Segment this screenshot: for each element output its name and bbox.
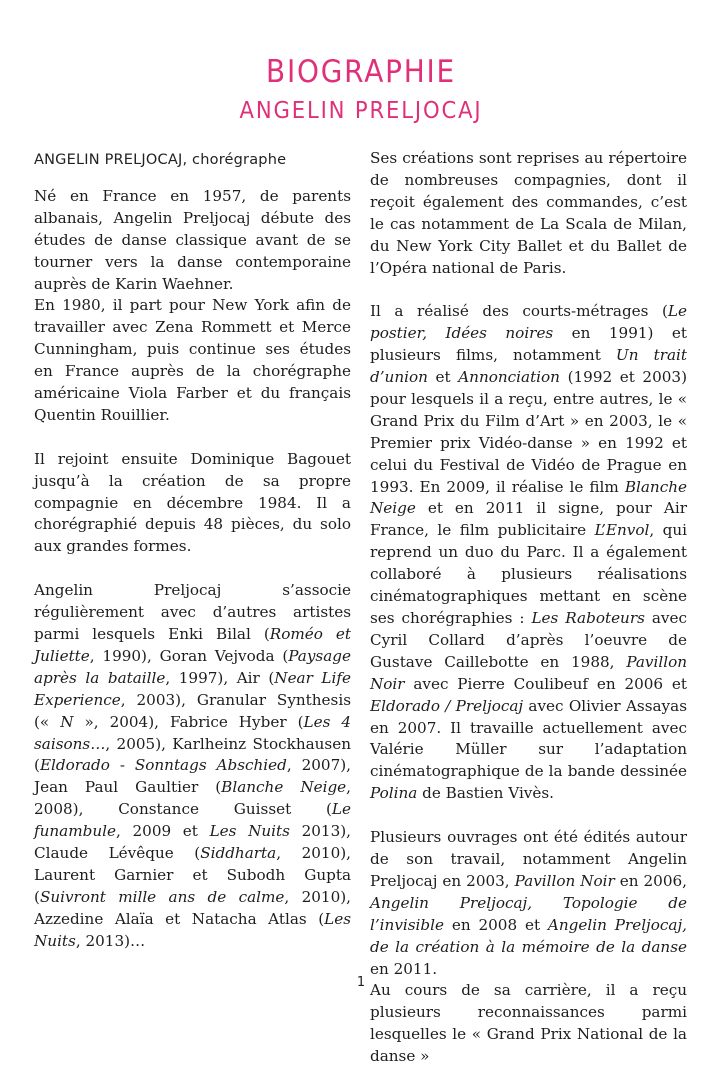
italic-title: Les Raboteurs (531, 609, 645, 628)
italic-title: Eldorado - Sonntags Abschied (39, 756, 287, 775)
text-run: , 2010), Azzedine Alaïa et Natacha Atlas ( (34, 887, 351, 928)
text-run: avec Olivier Assayas en 2007. Il travaille actuellement avec Valérie Müller sur l’adaptation cinématographique de la bande dessinée (370, 696, 687, 781)
page-number: 1 (356, 975, 366, 990)
text-run: en 1991) et plusieurs films, notamment (370, 324, 688, 365)
text-run: Il a réalisé des courts-métrages ( (370, 302, 668, 321)
text-run: (1992 et 2003) pour lesquels il a reçu, entre autres, le « Grand Prix du Film d’Art » en 2003, le « Premier prix Vidéo-danse » en 1992 et celui du Festival de Vidéo de Prague en 1993. En 2009, il réalise le film (370, 368, 688, 496)
italic-title: Siddharta (200, 844, 277, 863)
italic-title: Un trait d’union (370, 346, 687, 387)
paragraph-gap (370, 805, 687, 827)
text-run: , 2009 et (116, 822, 210, 841)
italic-title: Paysage après la bataille (34, 646, 351, 687)
italic-title: Les 4 saisons… (34, 712, 352, 753)
paragraph-gap (370, 279, 687, 301)
paragraph-books (370, 827, 687, 980)
paragraph-gap (34, 427, 351, 449)
italic-title: Near Life Experience (34, 668, 351, 709)
page-header (0, 52, 722, 126)
text-run: , 1990), Goran Vejvoda ( (89, 646, 289, 665)
paragraph-company: Il rejoint ensuite Dominique Bagouet jusqu’à la création de sa propre compagnie en décembre 1984. Il a chorégraphié depuis 48 pièces, du solo aux grandes formes. (34, 449, 351, 556)
italic-title: Les Nuits (34, 909, 351, 950)
italic-title: Pavillon Noir (514, 871, 615, 890)
italic-title: L’Envol (594, 521, 650, 540)
italic-title: Angelin Preljocaj, de la création à la mémoire de la danse (370, 915, 688, 956)
italic-title: Blanche Neige (221, 778, 347, 797)
text-run: Plusieurs ouvrages ont été édités autour de son travail, notamment Angelin Preljocaj en 2003, (370, 828, 687, 890)
text-run: en 2008 et (443, 915, 548, 934)
paragraph-gap (34, 558, 351, 580)
italic-title: N (60, 712, 74, 731)
text-run: en 2011. (370, 959, 438, 978)
italic-title: Pavillon Noir (370, 652, 687, 693)
text-run: , 2007), Jean Paul Gaultier ( (34, 756, 352, 797)
text-run: , 2003), Granular Synthesis (« (34, 690, 351, 731)
text-run: , 2010), Laurent Garnier et Subodh Gupta ( (34, 844, 351, 906)
italic-title: Le postier, Idées noires (370, 302, 687, 343)
text-run: avec Cyril Collard d’après l’oeuvre de Gustave Caillebotte en 1988, (370, 609, 687, 671)
paragraph-films (370, 301, 687, 805)
text-run: , 2005), Karlheinz Stockhausen ( (34, 734, 351, 775)
text-run: », 2004), Fabrice Hyber ( (73, 712, 304, 731)
page-title: BIOGRAPHIE (266, 54, 456, 90)
text-run: , 2013)… (75, 931, 146, 950)
italic-title: Annonciation (458, 368, 560, 387)
italic-title: Blanche Neige (370, 477, 687, 518)
paragraph-repertoire: Ses créations sont reprises au répertoire de nombreuses compagnies, dont il reçoit également des commandes, c’est le cas notamment de La Scala de Milan, du New York City Ballet et du Ballet de l’Opéra national de Paris. (370, 149, 687, 277)
text-run: avec Pierre Coulibeuf en 2006 et (404, 674, 687, 693)
italic-title: Angelin Preljocaj, Topologie de l’invisible (370, 893, 687, 934)
paragraph-new-york: En 1980, il part pour New York afin de travailler avec Zena Rommett et Merce Cunningham, puis continue ses études en France auprès de la chorégraphe américaine Viola Farber et du français Quentin Rouillier. (34, 296, 351, 424)
italic-title: Le funambule (34, 800, 351, 841)
text-run: en 2006, (614, 871, 688, 890)
left-column (34, 148, 351, 953)
page-subtitle: ANGELIN PRELJOCAJ (239, 98, 483, 124)
text-run: 2013), Claude Lévêque ( (34, 822, 351, 863)
text-run: et (427, 368, 459, 387)
paragraph-awards: Au cours de sa carrière, il a reçu plusieurs reconnaissances parmi lesquelles le « Grand Prix National de la danse » (370, 981, 687, 1066)
text-run: , qui reprend un duo du Parc. Il a également collaboré à plusieurs réalisations cinématographiques mettant en scène ses chorégraphies : (370, 521, 687, 628)
text-run: , 1997), Air ( (165, 668, 275, 687)
paragraph-collaborations (34, 580, 351, 952)
italic-title: Roméo et Juliette (34, 625, 351, 665)
italic-title: Suivront mille ans de calme (39, 887, 285, 906)
role-heading: ANGELIN PRELJOCAJ, chorégraphe (34, 152, 287, 168)
text-run: et en 2011 il signe, pour Air France, le film publicitaire (370, 499, 687, 540)
text-run: Angelin Preljocaj s’associe régulièrement avec d’autres artistes parmi lesquels Enki Bilal ( (34, 581, 351, 643)
right-column (370, 148, 687, 1068)
italic-title: Polina (370, 784, 418, 803)
paragraph-birth: Né en France en 1957, de parents albanais, Angelin Preljocaj débute des études de danse classique avant de se tourner vers la danse contemporaine auprès de Karin Waehner. (34, 186, 351, 293)
text-run: , 2008), Constance Guisset ( (34, 778, 351, 819)
italic-title: Les Nuits (209, 822, 290, 841)
italic-title: Eldorado / Preljocaj (370, 696, 524, 715)
text-run: de Bastien Vivès. (417, 784, 554, 803)
